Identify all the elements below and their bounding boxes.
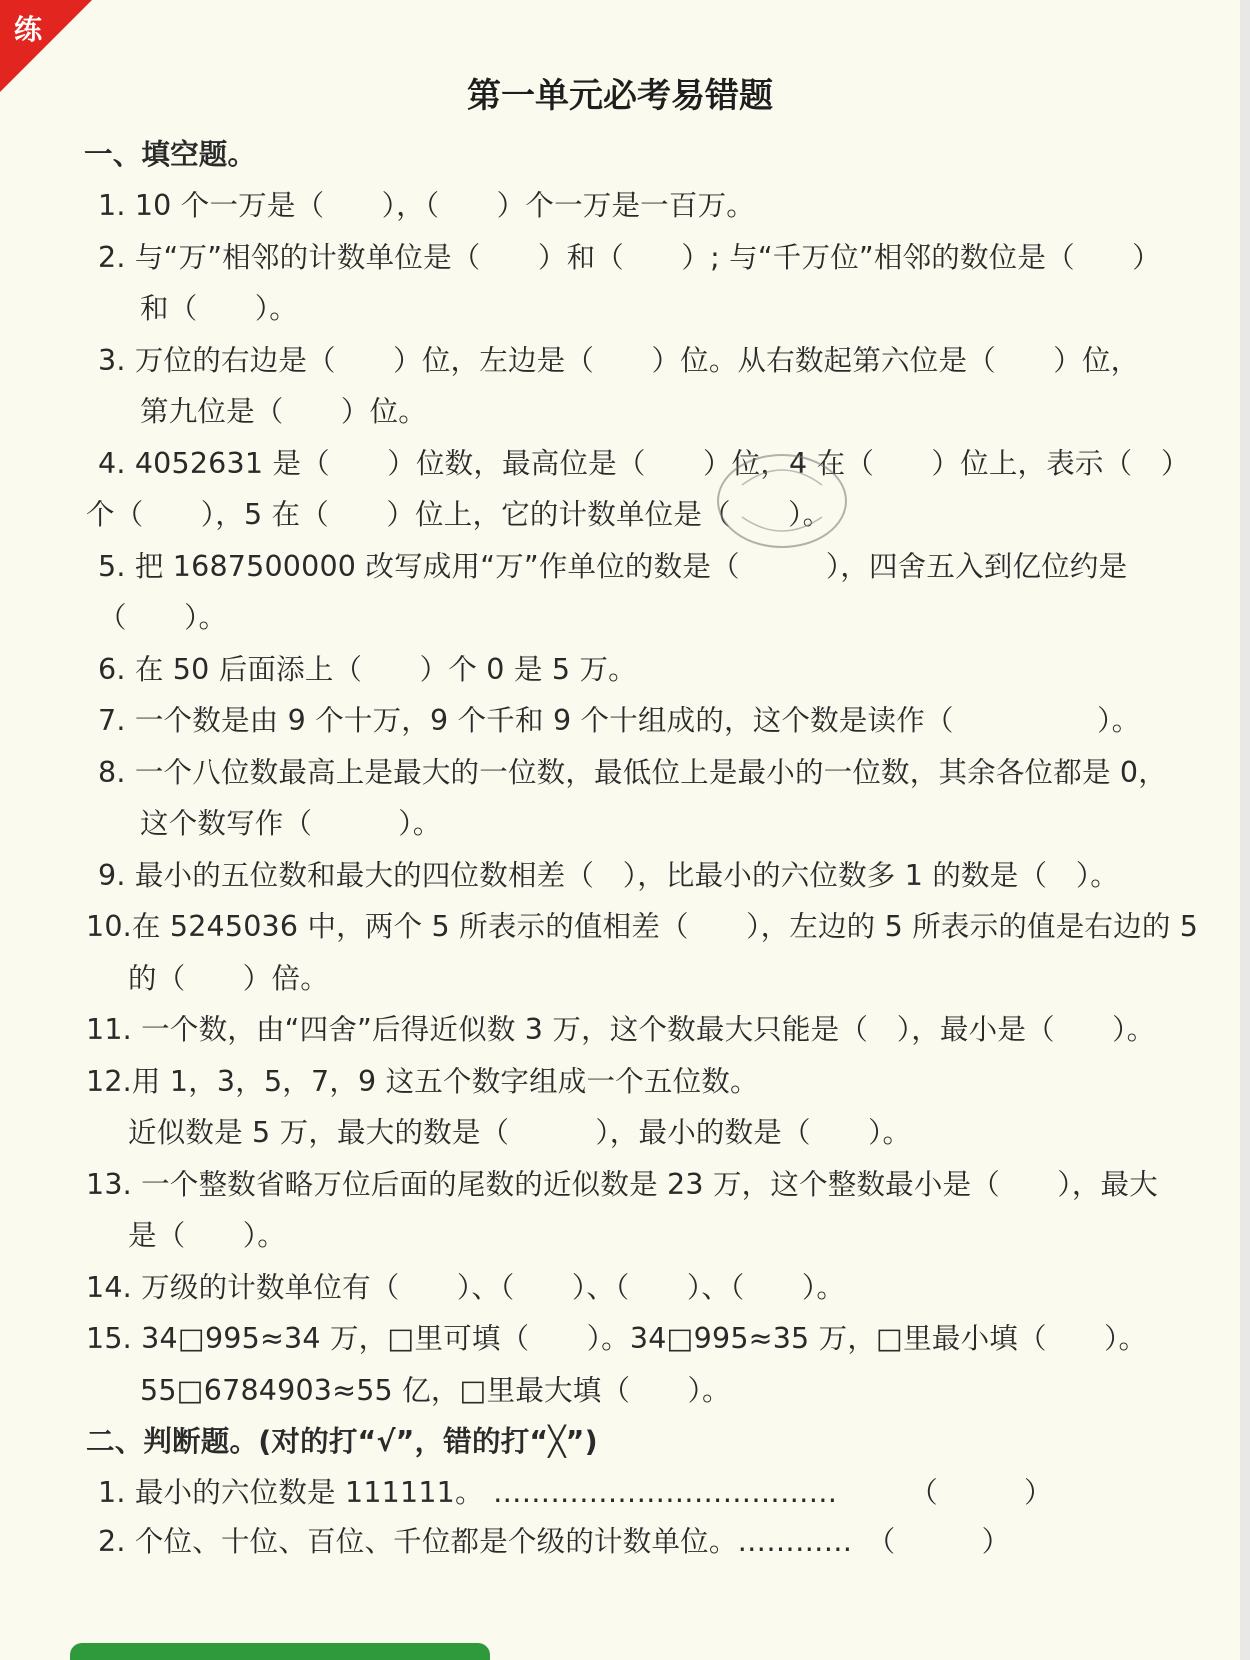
question-line: 第九位是（ ）位。 [140, 395, 428, 428]
question-line: 15. 34□995≈34 万，□里可填（ ）。34□995≈35 万，□里最小填（ ）。 [86, 1322, 1148, 1355]
question-line: 13. 一个整数省略万位后面的尾数的近似数是 23 万，这个整数最小是（ ），最大 [86, 1168, 1158, 1201]
footer-tab [70, 1643, 490, 1660]
corner-label: 练 [14, 13, 43, 46]
question-line: 11. 一个数，由“四舍”后得近似数 3 万，这个数最大只能是（ ），最小是（ ）。 [86, 1013, 1156, 1046]
question-line: 6. 在 50 后面添上（ ）个 0 是 5 万。 [98, 653, 637, 686]
watermark-stamp [712, 445, 852, 557]
question-line: （ ）。 [98, 601, 228, 634]
question-line: 个（ ），5 在（ ）位上，它的计数单位是（ ）。 [86, 498, 832, 531]
question-line: 的（ ）倍。 [128, 962, 329, 995]
question-line: 近似数是 5 万，最大的数是（ ），最小的数是（ ）。 [128, 1116, 912, 1149]
page-title: 第一单元必考易错题 [467, 76, 773, 116]
question-line: 这个数写作（ ）。 [140, 807, 442, 840]
page-edge [1240, 0, 1250, 1660]
question-line: 12.用 1，3，5，7，9 这五个数字组成一个五位数。 [86, 1065, 759, 1098]
section-heading-fill: 一、填空题。 [84, 138, 257, 171]
question-line: 2. 与“万”相邻的计数单位是（ ）和（ ）; 与“千万位”相邻的数位是（ ） [98, 241, 1161, 274]
question-line: 8. 一个八位数最高上是最大的一位数，最低位上是最小的一位数，其余各位都是 0， [98, 756, 1167, 789]
question-line: 10.在 5245036 中，两个 5 所表示的值相差（ ），左边的 5 所表示的值是右边的 5 [86, 910, 1199, 943]
question-line: 1. 10 个一万是（ ），（ ）个一万是一百万。 [98, 189, 755, 222]
question-line: 14. 万级的计数单位有（ ）、（ ）、（ ）、（ ）。 [86, 1271, 846, 1304]
question-line: 9. 最小的五位数和最大的四位数相差（ ），比最小的六位数多 1 的数是（ ）。 [98, 859, 1120, 892]
question-line: 3. 万位的右边是（ ）位，左边是（ ）位。从右数起第六位是（ ）位， [98, 344, 1140, 377]
question-line: 7. 一个数是由 9 个十万，9 个千和 9 个十组成的，这个数是读作（ ）。 [98, 704, 1141, 737]
question-line: 55□6784903≈55 亿，□里最大填（ ）。 [140, 1374, 731, 1407]
judge-line: 1. 最小的六位数是 111111。 ……………………………… （ ） [98, 1476, 1053, 1509]
question-line: 和（ ）。 [140, 292, 298, 325]
question-line: 4. 4052631 是（ ）位数，最高位是（ ）位，4 在（ ）位上，表示（ ） [98, 447, 1190, 480]
section-heading-judge: 二、判断题。(对的打“√”，错的打“╳”) [86, 1425, 598, 1458]
judge-line: 2. 个位、十位、百位、千位都是个级的计数单位。………… （ ） [98, 1525, 1011, 1558]
question-line: 是（ ）。 [128, 1219, 286, 1252]
question-line: 5. 把 1687500000 改写成用“万”作单位的数是（ ），四舍五入到亿位约是 [98, 550, 1128, 583]
